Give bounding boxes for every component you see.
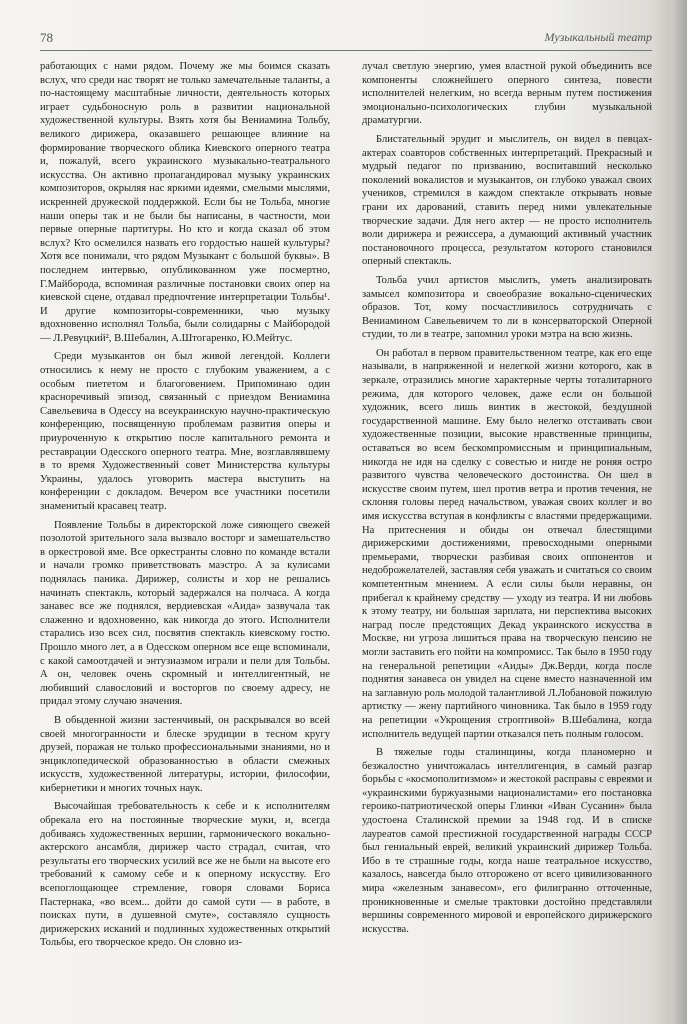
left-column: [40, 60, 330, 1015]
paragraph: Блистательный эрудит и мыслитель, он видел в певцах-актерах соавторов собственных интерпретаций. Прекрасный и мудрый педагог по призванию, воспитавший несколько поколений вокалистов и музыкантов, он глубоко уважал своих учеников, стремился в каждом спектакле открывать новые грани их дарований, ставить перед ними увлекательные творческие задачи. Для него актер — не просто исполнитель воли дирижера и режиссера, а думающий активный участник постановочного процесса, результатом которого становился оперный спектакль.: [362, 133, 652, 268]
paragraph: В тяжелые годы сталинщины, когда планомерно и безжалостно уничтожалась интеллигенция, в самый разгар борьбы с «космополитизмом» и жестокой расправы с евреями и «украинскими буржуазными националистами» его постановка героико-патриотической оперы Глинки «Иван Сусанин» была удостоена Сталинской премии за 1948 год. И в списке лауреатов самой престижной государственной награды СССР был гениальный еврей, великий украинский дирижер Тольба. Ибо в те страшные годы, когда наше театральное искусство, казалось, навсегда было отгорожено от всего цивилизованного мира «железным занавесом», его филигранно отточенные, проникновенные и смелые трактовки достойно представляли вершины современного мировой и европейского дирижерского искусства.: [362, 747, 652, 935]
paragraph: В обыденной жизни застенчивый, он раскрывался во всей своей многогранности и блеске эрудиции в тесном кругу друзей, поражая не только профессиональными знаниями, но и энциклопедической образованностью в области смежных искусств, художественной литературы, истории, философии, кибернетики и многих точных наук.: [40, 714, 330, 794]
paragraph: Тольба учил артистов мыслить, уметь анализировать замысел композитора и своеобразие вокально-сценических образов. Тот, кому посчастливилось сотрудничать с Вениамином Савельевичем то ли в консерваторской Оперной студии, то ли в театре, запомнил уроки мэтра на всю жизнь.: [362, 274, 652, 341]
header-rule: [40, 50, 652, 51]
paragraph: лучал светлую энергию, умея властной рукой объединить все компоненты сложнейшего оперного синтеза, повести исполнителей нелегким, но всегда верным путем постижения эмоционально-психологических глубин музыкальной драматургии.: [362, 61, 652, 127]
paragraph: Он работал в первом правительственном театре, как его еще называли, в напряженной и нелегкой жизни которого, как в зеркале, отразились многие характерные черты тоталитарного режима, для которого человек, даже если он большой художник, всего лишь винтик в жестокой, бездушной государственной машине. Ему было нелегко отстаивать свои художественные позиции, высокие нравственные принципы, оставаться во всем бескомпромиссным и принципиальным, никогда не идя на сделку с совестью и нигде не роняя остро развитого чувства человеческого достоинства. Он шел в искусстве своим путем, шел против ветра и против течения, не склоняя головы перед начальством, уважая своих коллег и во имя искусства вступая в конфликты с властями предержащими. На притеснения и обиды он отвечал блестящими дирижерскими достижениями, превосходными оперными премьерами, творчески разбивая своих оппонентов и недоброжелателей, заставляя себя уважать и считаться со своим компетентным мнением. А если силы были неравны, он прибегал к крайнему средству — уходу из театра. И ни любовь к этому театру, ни большая зарплата, ни перспектива высоких наград после предстоящих Декад украинского искусства в Москве, ни угроза лишиться права на творческую пенсию не могли заставить его пойти на компромисс. Так было в 1950 году на генеральной репетиции «Аиды» Дж.Верди, когда после поднятия занавеса он увидел на сцене вместо назначенной им на заглавную роль молодой талантливой Л.Лобановой пожилую артистку — жену партийного чиновника. Так было в 1959 году на репетиции «Укрощения строптивой» В.Шебалина, когда исполнитель ведущей партии отказался петь полным голосом.: [362, 347, 652, 740]
paragraph: Высочайшая требовательность к себе и к исполнителям обрекала его на постоянные творческие муки, и, всегда добиваясь художественных вершин, гармонического вокально-актерского ансамбля, дирижер часто страдал, считая, что результаты его творческих усилий все же не были на высоте его требований к самому себе и к оперному искусству. Его всепоглощающее стремление, говоря словами Бориса Пастернака, «во всем... дойти до самой сути — в работе, в поисках пути, в душевной смуте», составляло сущность дирижерских исканий и подлинных художественных открытий Тольбы, его творческое кредо. Он словно из-: [40, 801, 330, 949]
paragraph: работающих с нами рядом. Почему же мы боимся сказать вслух, что среди нас творят не только замечательные таланты, а по-настоящему масштабные личности, деятельность которых играет судьбоносную роль в развитии национальной художественной культуры. Взять хотя бы Вениамина Тольбу, великого дирижера, оказавшего решающее влияние на формирование творческого облика Киевского оперного театра и, пожалуй, всего украинского музыкально-театрального искусства. Он активно пропагандировал музыку украинских композиторов, окрыляя нас яркими идеями, смелыми мыслями, искренней дружеской поддержкой. Если бы не Тольба, многие наши оперы так и не были бы написаны, в частности, мои первые оперные партитуры. Но кто и когда сказал об этом вслух? Кто осмелился назвать его гордостью нашей культуры? Хотя все понимали, что рядом Музыкант с большой буквы». В последнем интервью, опубликованном уже посмертно, Г.Майборода, вспоминая различные постановки своих опер на киевской сцене, отдавал предпочтение интерпретации Тольбы¹. И другие композиторы-современники, чью музыку вдохновенно исполнял Тольба, были солидарны с Майбородой — Л.Ревуцкий², В.Шебалин, А.Штогаренко, Ю.Мейтус.: [40, 61, 330, 344]
paragraph: Среди музыкантов он был живой легендой. Коллеги относились к нему не просто с глубоким уважением, а с особым пиететом и благоговением. Припоминаю один красноречивый эпизод, связанный с приездом Вениамина Савельевича в Одессу на всеукраинскую научно-практическую конференцию, посвященную проблемам развития оперы и приуроченную к открытию после капитального ремонта и реставрации Одесского оперного театра. Мне, возглавлявшему в то время Художественный совет Министерства культуры Украины, удалось уговорить мастера выступить на конференции с докладом. Вечером все участники посетили знаменитый красавец театр.: [40, 351, 330, 512]
right-column: [362, 60, 652, 1015]
page-header: [40, 30, 652, 48]
paragraph: Появление Тольбы в директорской ложе сияющего свежей позолотой зрительного зала вызвало восторг и замешательство в оркестровой яме. Все оркестранты словно по команде встали и начали громко приветствовать маэстро. А за кулисами поднялась паника. Дирижер, солисты и хор не решались начинать спектакль, который задержался на полчаса. А когда занавес все же поднялся, вердиевская «Аида» зазвучала так слаженно и вдохновенно, как никогда до этого. Исполнители старались изо всех сил, посвятив спектакль киевскому гостю. Прошло много лет, а в Одесском оперном все еще вспоминали, с какой самоотдачей и энтузиазмом играли и пели для Тольбы. А он, человек очень скромный и интеллигентный, не любивший славословий и восторгов по своему адресу, не придал этому случаю значения.: [40, 519, 330, 708]
page-number: 78: [40, 30, 53, 45]
running-title: Музыкальный театр: [544, 30, 652, 44]
book-spine-shadow: [671, 0, 687, 1024]
